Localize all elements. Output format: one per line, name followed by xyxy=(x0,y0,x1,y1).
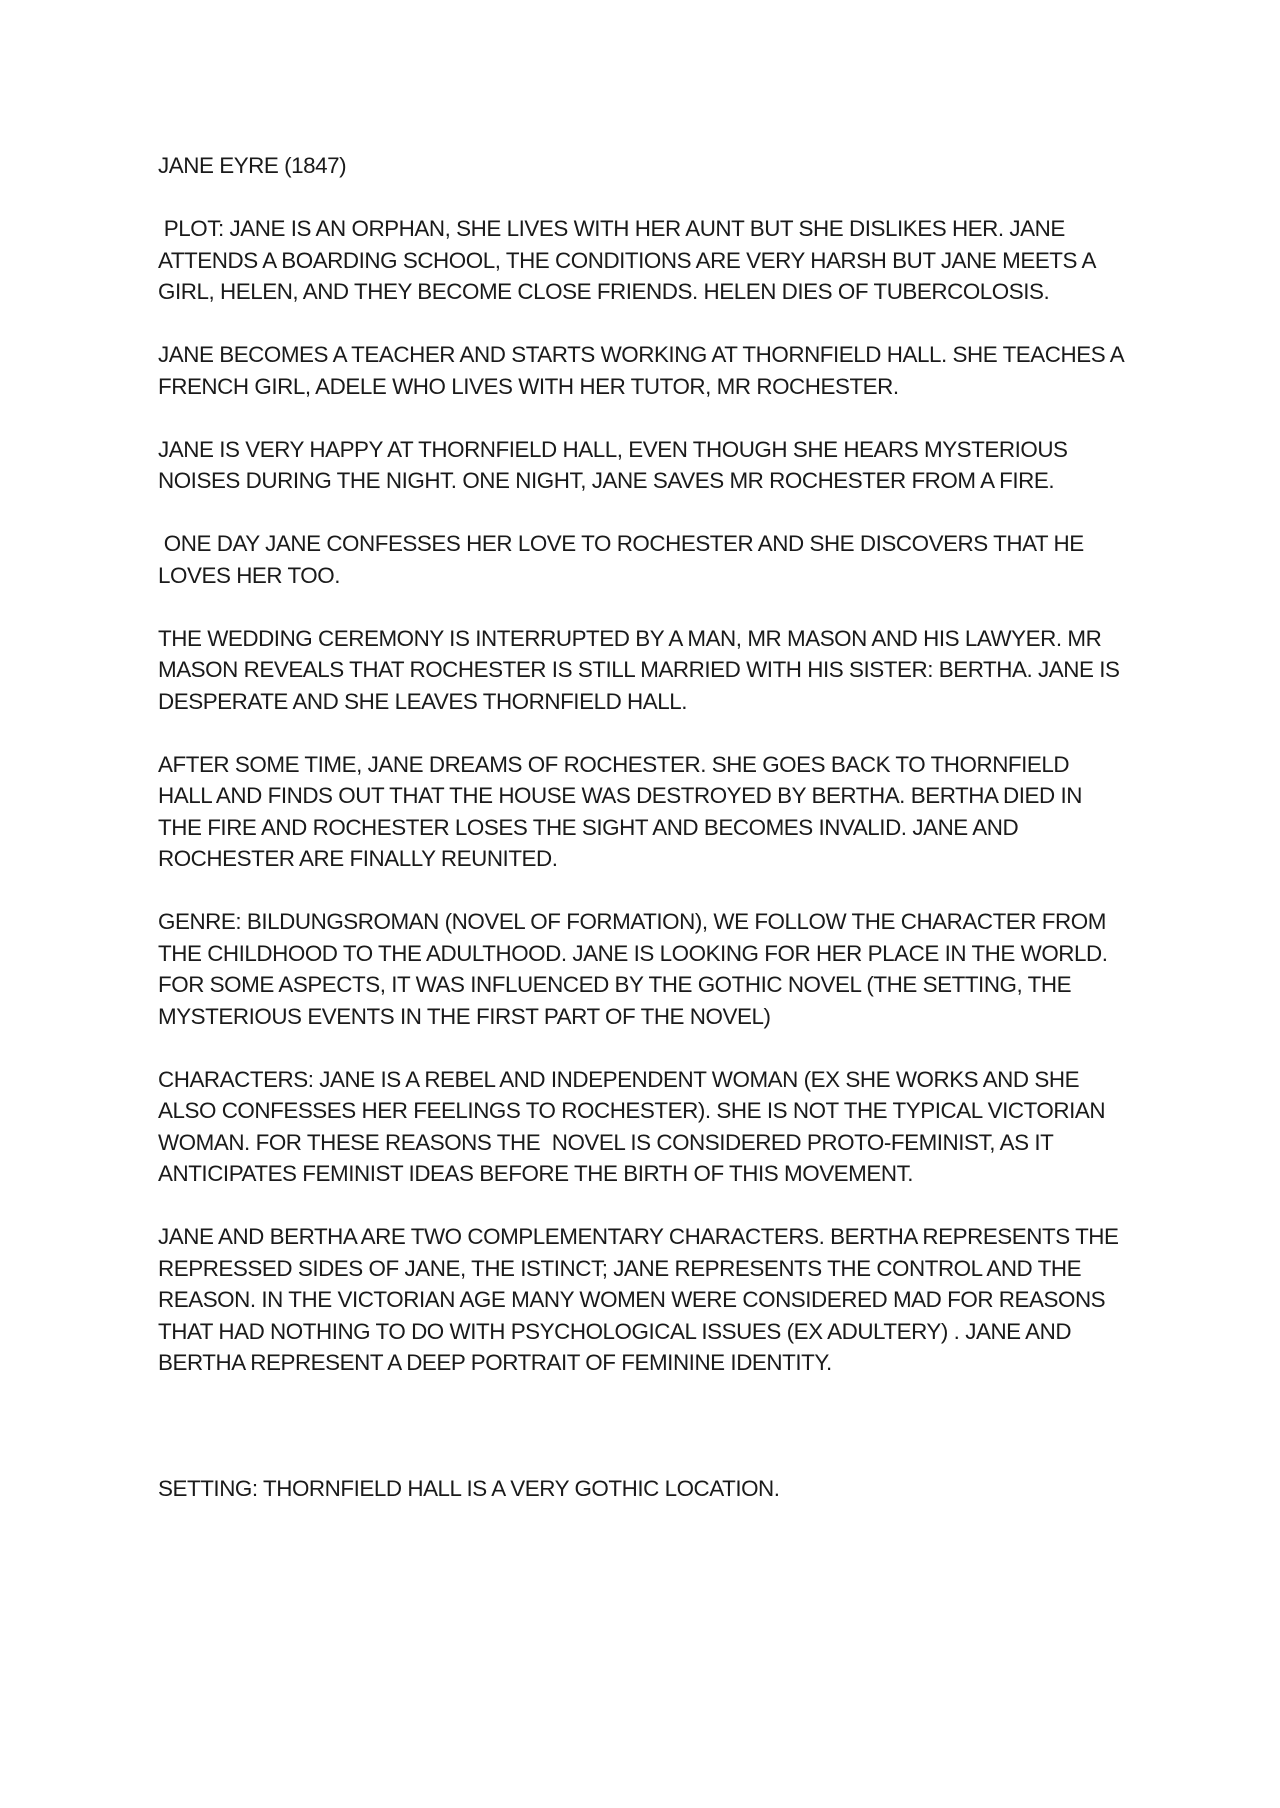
confession-paragraph: ONE DAY JANE CONFESSES HER LOVE TO ROCHESTER AND SHE DISCOVERS THAT HE LOVES HER TOO. xyxy=(158,531,1090,588)
reunion-paragraph: AFTER SOME TIME, JANE DREAMS OF ROCHESTER. SHE GOES BACK TO THORNFIELD HALL AND FINDS OUT THAT THE HOUSE WAS DESTROYED BY BERTHA. BERTHA DIED IN THE FIRE AND ROCHESTER LOSES THE SIGHT AND BECOMES INVALID. JANE AND ROCHESTER ARE FINALLY REUNITED. xyxy=(158,751,1088,871)
thornfield-paragraph: JANE IS VERY HAPPY AT THORNFIELD HALL, EVEN THOUGH SHE HEARS MYSTERIOUS NOISES DURING THE NIGHT. ONE NIGHT, JANE SAVES MR ROCHESTER FROM A FIRE. xyxy=(158,436,1074,493)
jane-bertha-paragraph: JANE AND BERTHA ARE TWO COMPLEMENTARY CHARACTERS. BERTHA REPRESENTS THE REPRESSED SIDES OF JANE, THE ISTINCT; JANE REPRESENTS THE CONTROL AND THE REASON. IN THE VICTORIAN AGE MANY WOMEN WERE CONSIDERED MAD FOR REASONS THAT HAD NOTHING TO DO WITH PSYCHOLOGICAL ISSUES (EX ADULTERY) . JANE AND BERTHA REPRESENT A DEEP PORTRAIT OF FEMININE IDENTITY. xyxy=(158,1224,1125,1375)
document-body xyxy=(158,150,1128,1536)
characters-paragraph: CHARACTERS: JANE IS A REBEL AND INDEPENDENT WOMAN (EX SHE WORKS AND SHE ALSO CONFESSES HER FEELINGS TO ROCHESTER). SHE IS NOT THE TYPICAL VICTORIAN WOMAN. FOR THESE REASONS THE NOVEL IS CONSIDERED PROTO-FEMINIST, AS IT ANTICIPATES FEMINIST IDEAS BEFORE THE BIRTH OF THIS MOVEMENT. xyxy=(158,1066,1111,1186)
genre-paragraph: GENRE: BILDUNGSROMAN (NOVEL OF FORMATION), WE FOLLOW THE CHARACTER FROM THE CHILDHOOD TO THE ADULTHOOD. JANE IS LOOKING FOR HER PLACE IN THE WORLD. FOR SOME ASPECTS, IT WAS INFLUENCED BY THE GOTHIC NOVEL (THE SETTING, THE MYSTERIOUS EVENTS IN THE FIRST PART OF THE NOVEL) xyxy=(158,909,1114,1029)
plot-paragraph: PLOT: JANE IS AN ORPHAN, SHE LIVES WITH HER AUNT BUT SHE DISLIKES HER. JANE ATTENDS A BOARDING SCHOOL, THE CONDITIONS ARE VERY HARSH BUT JANE MEETS A GIRL, HELEN, AND THEY BECOME CLOSE FRIENDS. HELEN DIES OF TUBERCOLOSIS. xyxy=(158,216,1101,304)
wedding-paragraph: THE WEDDING CEREMONY IS INTERRUPTED BY A MAN, MR MASON AND HIS LAWYER. MR MASON REVEALS THAT ROCHESTER IS STILL MARRIED WITH HIS SISTER: BERTHA. JANE IS DESPERATE AND SHE LEAVES THORNFIELD HALL. xyxy=(158,625,1126,714)
teacher-paragraph: JANE BECOMES A TEACHER AND STARTS WORKING AT THORNFIELD HALL. SHE TEACHES A FRENCH GIRL, ADELE WHO LIVES WITH HER TUTOR, MR ROCHESTER. xyxy=(158,342,1129,399)
setting-paragraph: SETTING: THORNFIELD HALL IS A VERY GOTHIC LOCATION. xyxy=(158,1475,780,1501)
document-title: JANE EYRE (1847) xyxy=(158,153,347,178)
